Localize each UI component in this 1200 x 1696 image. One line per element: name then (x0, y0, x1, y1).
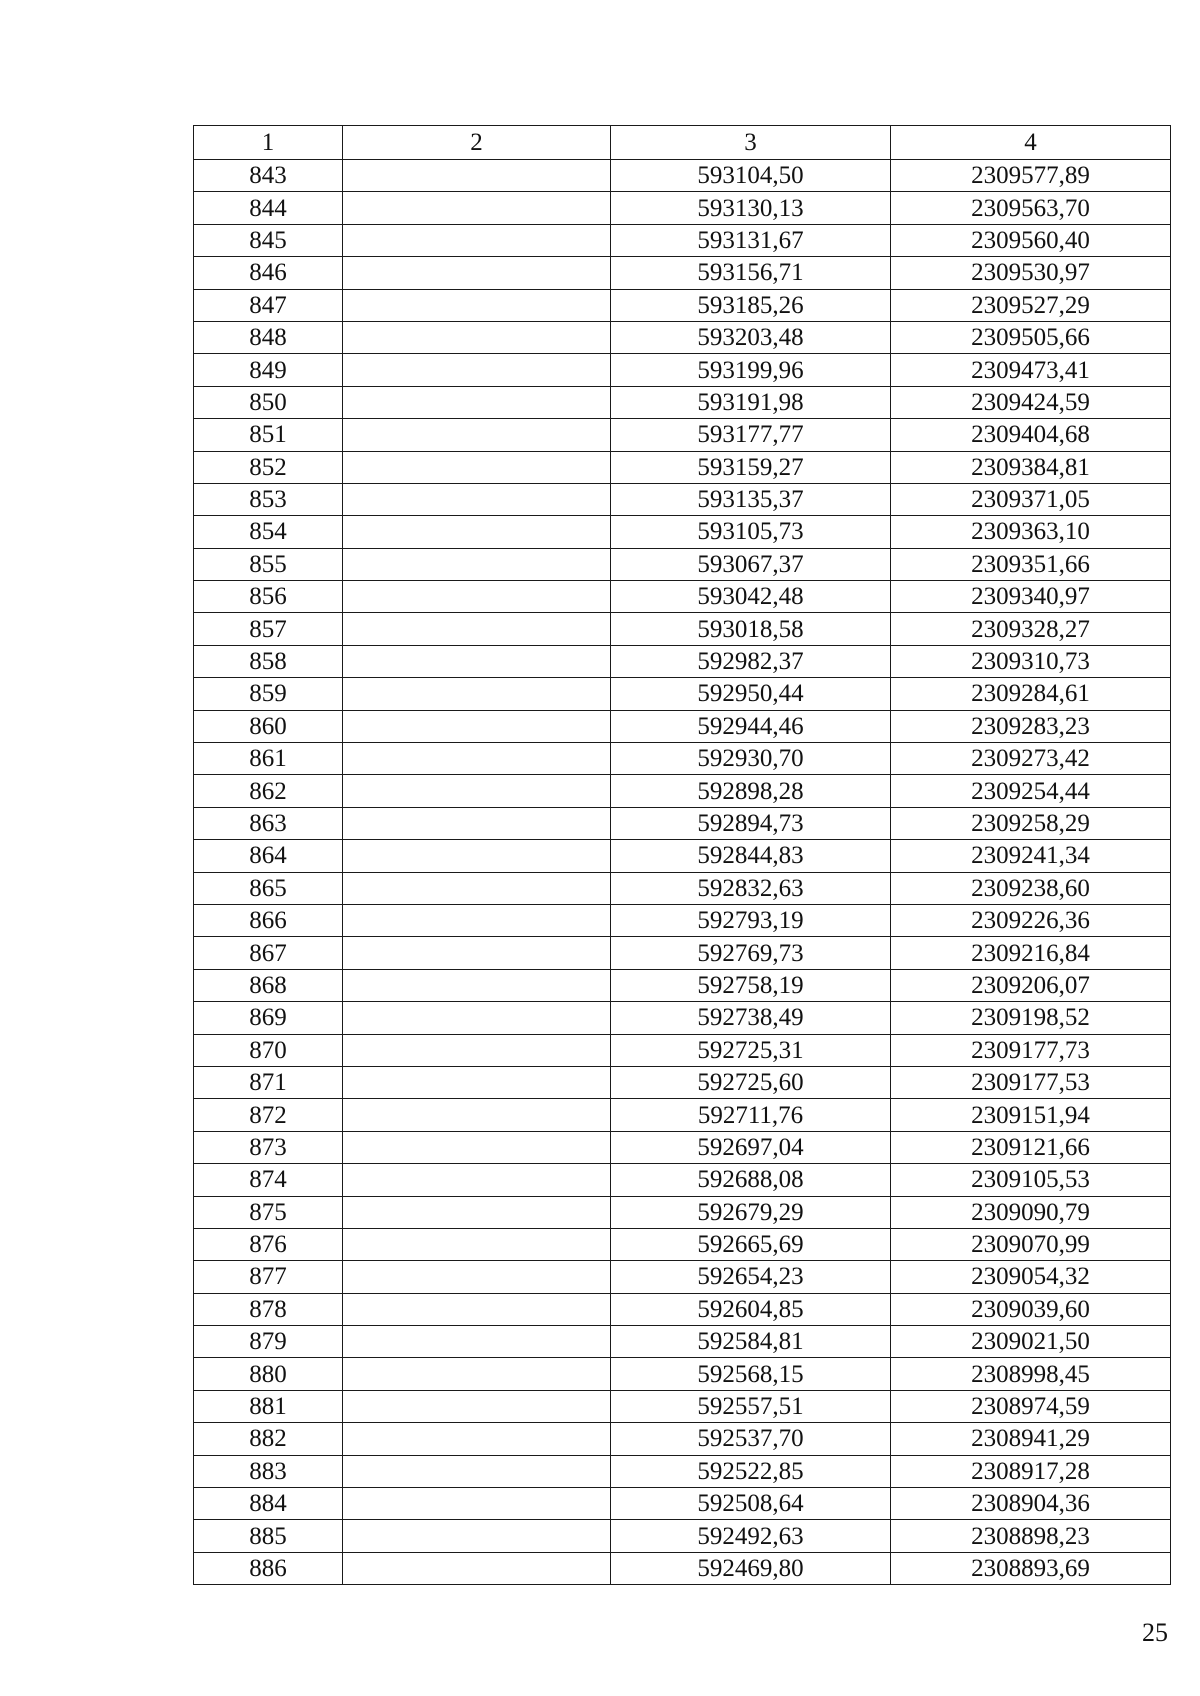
x-coordinate-cell: 592950,44 (611, 678, 891, 710)
table-row (194, 1099, 1171, 1131)
empty-cell (343, 224, 611, 256)
empty-cell (343, 1326, 611, 1358)
x-coordinate-cell: 593018,58 (611, 613, 891, 645)
point-number-cell: 850 (194, 386, 343, 418)
column-header-1: 1 (194, 126, 343, 160)
y-coordinate-cell: 2309284,61 (891, 678, 1171, 710)
x-coordinate-cell: 592758,19 (611, 969, 891, 1001)
x-coordinate-cell: 593185,26 (611, 289, 891, 321)
empty-cell (343, 775, 611, 807)
x-coordinate-cell: 593105,73 (611, 516, 891, 548)
x-coordinate-cell: 593199,96 (611, 354, 891, 386)
x-coordinate-cell: 592697,04 (611, 1131, 891, 1163)
x-coordinate-cell: 592898,28 (611, 775, 891, 807)
table-row (194, 1358, 1171, 1390)
empty-cell (343, 904, 611, 936)
y-coordinate-cell: 2309363,10 (891, 516, 1171, 548)
point-number-cell: 881 (194, 1390, 343, 1422)
x-coordinate-cell: 592894,73 (611, 807, 891, 839)
point-number-cell: 846 (194, 257, 343, 289)
y-coordinate-cell: 2309254,44 (891, 775, 1171, 807)
empty-cell (343, 645, 611, 677)
point-number-cell: 847 (194, 289, 343, 321)
x-coordinate-cell: 592568,15 (611, 1358, 891, 1390)
table-row (194, 160, 1171, 192)
empty-cell (343, 257, 611, 289)
table-row (194, 516, 1171, 548)
point-number-cell: 867 (194, 937, 343, 969)
table-row (194, 937, 1171, 969)
y-coordinate-cell: 2309328,27 (891, 613, 1171, 645)
x-coordinate-cell: 592508,64 (611, 1488, 891, 1520)
point-number-cell: 854 (194, 516, 343, 548)
table-row (194, 1488, 1171, 1520)
y-coordinate-cell: 2309351,66 (891, 548, 1171, 580)
y-coordinate-cell: 2309054,32 (891, 1261, 1171, 1293)
point-number-cell: 872 (194, 1099, 343, 1131)
table-row (194, 548, 1171, 580)
table-row (194, 451, 1171, 483)
point-number-cell: 866 (194, 904, 343, 936)
point-number-cell: 884 (194, 1488, 343, 1520)
point-number-cell: 852 (194, 451, 343, 483)
empty-cell (343, 289, 611, 321)
x-coordinate-cell: 592654,23 (611, 1261, 891, 1293)
empty-cell (343, 581, 611, 613)
empty-cell (343, 872, 611, 904)
point-number-cell: 857 (194, 613, 343, 645)
y-coordinate-cell: 2309105,53 (891, 1164, 1171, 1196)
table-row (194, 257, 1171, 289)
table-row (194, 710, 1171, 742)
point-number-cell: 873 (194, 1131, 343, 1163)
empty-cell (343, 516, 611, 548)
point-number-cell: 853 (194, 483, 343, 515)
column-header-4: 4 (891, 126, 1171, 160)
point-number-cell: 849 (194, 354, 343, 386)
table-row (194, 1520, 1171, 1552)
y-coordinate-cell: 2309404,68 (891, 419, 1171, 451)
x-coordinate-cell: 593177,77 (611, 419, 891, 451)
point-number-cell: 861 (194, 743, 343, 775)
table-row (194, 904, 1171, 936)
table-row (194, 1293, 1171, 1325)
x-coordinate-cell: 592844,83 (611, 840, 891, 872)
table-row (194, 1034, 1171, 1066)
y-coordinate-cell: 2309241,34 (891, 840, 1171, 872)
y-coordinate-cell: 2309177,53 (891, 1066, 1171, 1098)
empty-cell (343, 548, 611, 580)
point-number-cell: 878 (194, 1293, 343, 1325)
point-number-cell: 858 (194, 645, 343, 677)
empty-cell (343, 1228, 611, 1260)
point-number-cell: 875 (194, 1196, 343, 1228)
column-header-3: 3 (611, 126, 891, 160)
table-row (194, 872, 1171, 904)
empty-cell (343, 1034, 611, 1066)
y-coordinate-cell: 2309216,84 (891, 937, 1171, 969)
y-coordinate-cell: 2309577,89 (891, 160, 1171, 192)
x-coordinate-cell: 592584,81 (611, 1326, 891, 1358)
table-row (194, 1326, 1171, 1358)
y-coordinate-cell: 2308898,23 (891, 1520, 1171, 1552)
y-coordinate-cell: 2309121,66 (891, 1131, 1171, 1163)
point-number-cell: 848 (194, 321, 343, 353)
y-coordinate-cell: 2309206,07 (891, 969, 1171, 1001)
point-number-cell: 883 (194, 1455, 343, 1487)
empty-cell (343, 419, 611, 451)
empty-cell (343, 1099, 611, 1131)
y-coordinate-cell: 2309151,94 (891, 1099, 1171, 1131)
empty-cell (343, 386, 611, 418)
x-coordinate-cell: 593203,48 (611, 321, 891, 353)
point-number-cell: 876 (194, 1228, 343, 1260)
y-coordinate-cell: 2309563,70 (891, 192, 1171, 224)
x-coordinate-cell: 592522,85 (611, 1455, 891, 1487)
empty-cell (343, 1261, 611, 1293)
empty-cell (343, 969, 611, 1001)
point-number-cell: 880 (194, 1358, 343, 1390)
x-coordinate-cell: 592469,80 (611, 1552, 891, 1584)
table-row (194, 224, 1171, 256)
empty-cell (343, 1552, 611, 1584)
point-number-cell: 874 (194, 1164, 343, 1196)
y-coordinate-cell: 2309226,36 (891, 904, 1171, 936)
x-coordinate-cell: 592725,60 (611, 1066, 891, 1098)
y-coordinate-cell: 2309473,41 (891, 354, 1171, 386)
table-row (194, 645, 1171, 677)
table-row (194, 743, 1171, 775)
table-row (194, 775, 1171, 807)
point-number-cell: 863 (194, 807, 343, 839)
y-coordinate-cell: 2309177,73 (891, 1034, 1171, 1066)
empty-cell (343, 1423, 611, 1455)
empty-cell (343, 1520, 611, 1552)
table-row (194, 289, 1171, 321)
point-number-cell: 864 (194, 840, 343, 872)
y-coordinate-cell: 2309238,60 (891, 872, 1171, 904)
x-coordinate-cell: 592832,63 (611, 872, 891, 904)
table-row (194, 678, 1171, 710)
y-coordinate-cell: 2309070,99 (891, 1228, 1171, 1260)
empty-cell (343, 1358, 611, 1390)
y-coordinate-cell: 2309273,42 (891, 743, 1171, 775)
x-coordinate-cell: 593135,37 (611, 483, 891, 515)
table-row (194, 1228, 1171, 1260)
point-number-cell: 845 (194, 224, 343, 256)
x-coordinate-cell: 592537,70 (611, 1423, 891, 1455)
empty-cell (343, 1488, 611, 1520)
point-number-cell: 860 (194, 710, 343, 742)
page-number: 25 (1142, 1618, 1168, 1647)
y-coordinate-cell: 2309283,23 (891, 710, 1171, 742)
empty-cell (343, 1164, 611, 1196)
x-coordinate-cell: 593156,71 (611, 257, 891, 289)
table-row (194, 807, 1171, 839)
point-number-cell: 855 (194, 548, 343, 580)
point-number-cell: 877 (194, 1261, 343, 1293)
y-coordinate-cell: 2308941,29 (891, 1423, 1171, 1455)
point-number-cell: 862 (194, 775, 343, 807)
table-row (194, 613, 1171, 645)
y-coordinate-cell: 2309090,79 (891, 1196, 1171, 1228)
column-header-2: 2 (343, 126, 611, 160)
table-row (194, 1455, 1171, 1487)
table-row (194, 1423, 1171, 1455)
table-row (194, 581, 1171, 613)
coordinates-table (193, 125, 1171, 1585)
empty-cell (343, 1455, 611, 1487)
x-coordinate-cell: 593159,27 (611, 451, 891, 483)
y-coordinate-cell: 2308893,69 (891, 1552, 1171, 1584)
x-coordinate-cell: 592982,37 (611, 645, 891, 677)
table-body (194, 160, 1171, 1585)
table-row (194, 969, 1171, 1001)
empty-cell (343, 743, 611, 775)
y-coordinate-cell: 2308917,28 (891, 1455, 1171, 1487)
y-coordinate-cell: 2309340,97 (891, 581, 1171, 613)
empty-cell (343, 1066, 611, 1098)
x-coordinate-cell: 592738,49 (611, 1002, 891, 1034)
point-number-cell: 843 (194, 160, 343, 192)
table-row (194, 192, 1171, 224)
empty-cell (343, 451, 611, 483)
table-row (194, 483, 1171, 515)
empty-cell (343, 613, 611, 645)
point-number-cell: 879 (194, 1326, 343, 1358)
empty-cell (343, 840, 611, 872)
x-coordinate-cell: 593067,37 (611, 548, 891, 580)
x-coordinate-cell: 592492,63 (611, 1520, 891, 1552)
y-coordinate-cell: 2308974,59 (891, 1390, 1171, 1422)
y-coordinate-cell: 2309371,05 (891, 483, 1171, 515)
y-coordinate-cell: 2309310,73 (891, 645, 1171, 677)
point-number-cell: 871 (194, 1066, 343, 1098)
x-coordinate-cell: 593042,48 (611, 581, 891, 613)
point-number-cell: 885 (194, 1520, 343, 1552)
empty-cell (343, 160, 611, 192)
point-number-cell: 870 (194, 1034, 343, 1066)
x-coordinate-cell: 592725,31 (611, 1034, 891, 1066)
table-row (194, 1131, 1171, 1163)
point-number-cell: 869 (194, 1002, 343, 1034)
table-row (194, 1164, 1171, 1196)
x-coordinate-cell: 592688,08 (611, 1164, 891, 1196)
empty-cell (343, 807, 611, 839)
y-coordinate-cell: 2308904,36 (891, 1488, 1171, 1520)
x-coordinate-cell: 593191,98 (611, 386, 891, 418)
point-number-cell: 851 (194, 419, 343, 451)
empty-cell (343, 354, 611, 386)
x-coordinate-cell: 592793,19 (611, 904, 891, 936)
point-number-cell: 868 (194, 969, 343, 1001)
point-number-cell: 865 (194, 872, 343, 904)
x-coordinate-cell: 592711,76 (611, 1099, 891, 1131)
empty-cell (343, 1002, 611, 1034)
y-coordinate-cell: 2309530,97 (891, 257, 1171, 289)
point-number-cell: 882 (194, 1423, 343, 1455)
x-coordinate-cell: 592604,85 (611, 1293, 891, 1325)
table-row (194, 321, 1171, 353)
point-number-cell: 844 (194, 192, 343, 224)
empty-cell (343, 321, 611, 353)
empty-cell (343, 192, 611, 224)
table-row (194, 1261, 1171, 1293)
empty-cell (343, 1131, 611, 1163)
y-coordinate-cell: 2309039,60 (891, 1293, 1171, 1325)
y-coordinate-cell: 2309198,52 (891, 1002, 1171, 1034)
empty-cell (343, 1390, 611, 1422)
table-row (194, 840, 1171, 872)
empty-cell (343, 1196, 611, 1228)
y-coordinate-cell: 2309258,29 (891, 807, 1171, 839)
x-coordinate-cell: 593131,67 (611, 224, 891, 256)
table-row (194, 419, 1171, 451)
point-number-cell: 859 (194, 678, 343, 710)
table-header-row (194, 126, 1171, 160)
empty-cell (343, 710, 611, 742)
point-number-cell: 856 (194, 581, 343, 613)
table-row (194, 1066, 1171, 1098)
x-coordinate-cell: 592930,70 (611, 743, 891, 775)
table-row (194, 1390, 1171, 1422)
y-coordinate-cell: 2309560,40 (891, 224, 1171, 256)
point-number-cell: 886 (194, 1552, 343, 1584)
y-coordinate-cell: 2309424,59 (891, 386, 1171, 418)
empty-cell (343, 1293, 611, 1325)
y-coordinate-cell: 2309021,50 (891, 1326, 1171, 1358)
y-coordinate-cell: 2308998,45 (891, 1358, 1171, 1390)
empty-cell (343, 483, 611, 515)
x-coordinate-cell: 593104,50 (611, 160, 891, 192)
x-coordinate-cell: 592679,29 (611, 1196, 891, 1228)
table-row (194, 354, 1171, 386)
empty-cell (343, 678, 611, 710)
y-coordinate-cell: 2309505,66 (891, 321, 1171, 353)
empty-cell (343, 937, 611, 969)
x-coordinate-cell: 592944,46 (611, 710, 891, 742)
table-row (194, 1002, 1171, 1034)
x-coordinate-cell: 592557,51 (611, 1390, 891, 1422)
x-coordinate-cell: 592769,73 (611, 937, 891, 969)
table-row (194, 1552, 1171, 1584)
y-coordinate-cell: 2309384,81 (891, 451, 1171, 483)
x-coordinate-cell: 593130,13 (611, 192, 891, 224)
table-row (194, 1196, 1171, 1228)
y-coordinate-cell: 2309527,29 (891, 289, 1171, 321)
x-coordinate-cell: 592665,69 (611, 1228, 891, 1260)
table-row (194, 386, 1171, 418)
